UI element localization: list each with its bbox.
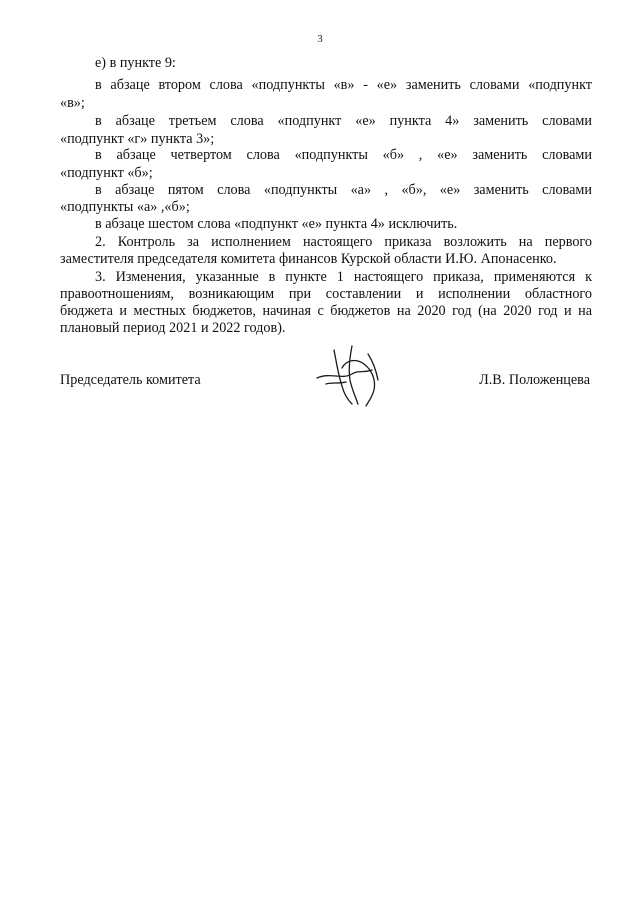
text-line: в абзаце четвертом слова «подпункты «б» , «е» заменить словами (95, 147, 592, 163)
text-line: 2. Контроль за исполнением настоящего приказа возложить на первого (95, 234, 592, 250)
text-line: «в»; (60, 95, 85, 111)
text-line: бюджета и местных бюджетов, начиная с бюджетов на 2020 год (на 2020 год и на (60, 303, 592, 319)
text-line: «подпункты «а» ,«б»; (60, 199, 190, 215)
text-line: в абзаце втором слова «подпункты «в» - «е» заменить словами «подпункт (95, 77, 592, 93)
text-line: в абзаце пятом слова «подпункты «а» , «б», «е» заменить словами (95, 182, 592, 198)
page-number: 3 (317, 33, 323, 45)
text-line: «подпункт «б»; (60, 165, 153, 181)
text-line: е) в пункте 9: (95, 55, 176, 71)
handwritten-signature (312, 340, 388, 408)
signatory-name: Л.В. Положенцева (479, 372, 590, 388)
text-line: заместителя председателя комитета финансов Курской области И.Ю. Апонасенко. (60, 251, 557, 267)
text-line: 3. Изменения, указанные в пункте 1 настоящего приказа, применяются к (95, 269, 592, 285)
text-line: в абзаце шестом слова «подпункт «е» пункта 4» исключить. (95, 216, 458, 232)
text-line: «подпункт «г» пункта 3»; (60, 131, 215, 147)
text-line: правоотношениям, возникающим при составлении и исполнении областного (60, 286, 592, 302)
text-line: плановый период 2021 и 2022 годов). (60, 320, 286, 336)
signatory-title: Председатель комитета (60, 372, 201, 388)
text-line: в абзаце третьем слова «подпункт «е» пункта 4» заменить словами (95, 113, 592, 129)
